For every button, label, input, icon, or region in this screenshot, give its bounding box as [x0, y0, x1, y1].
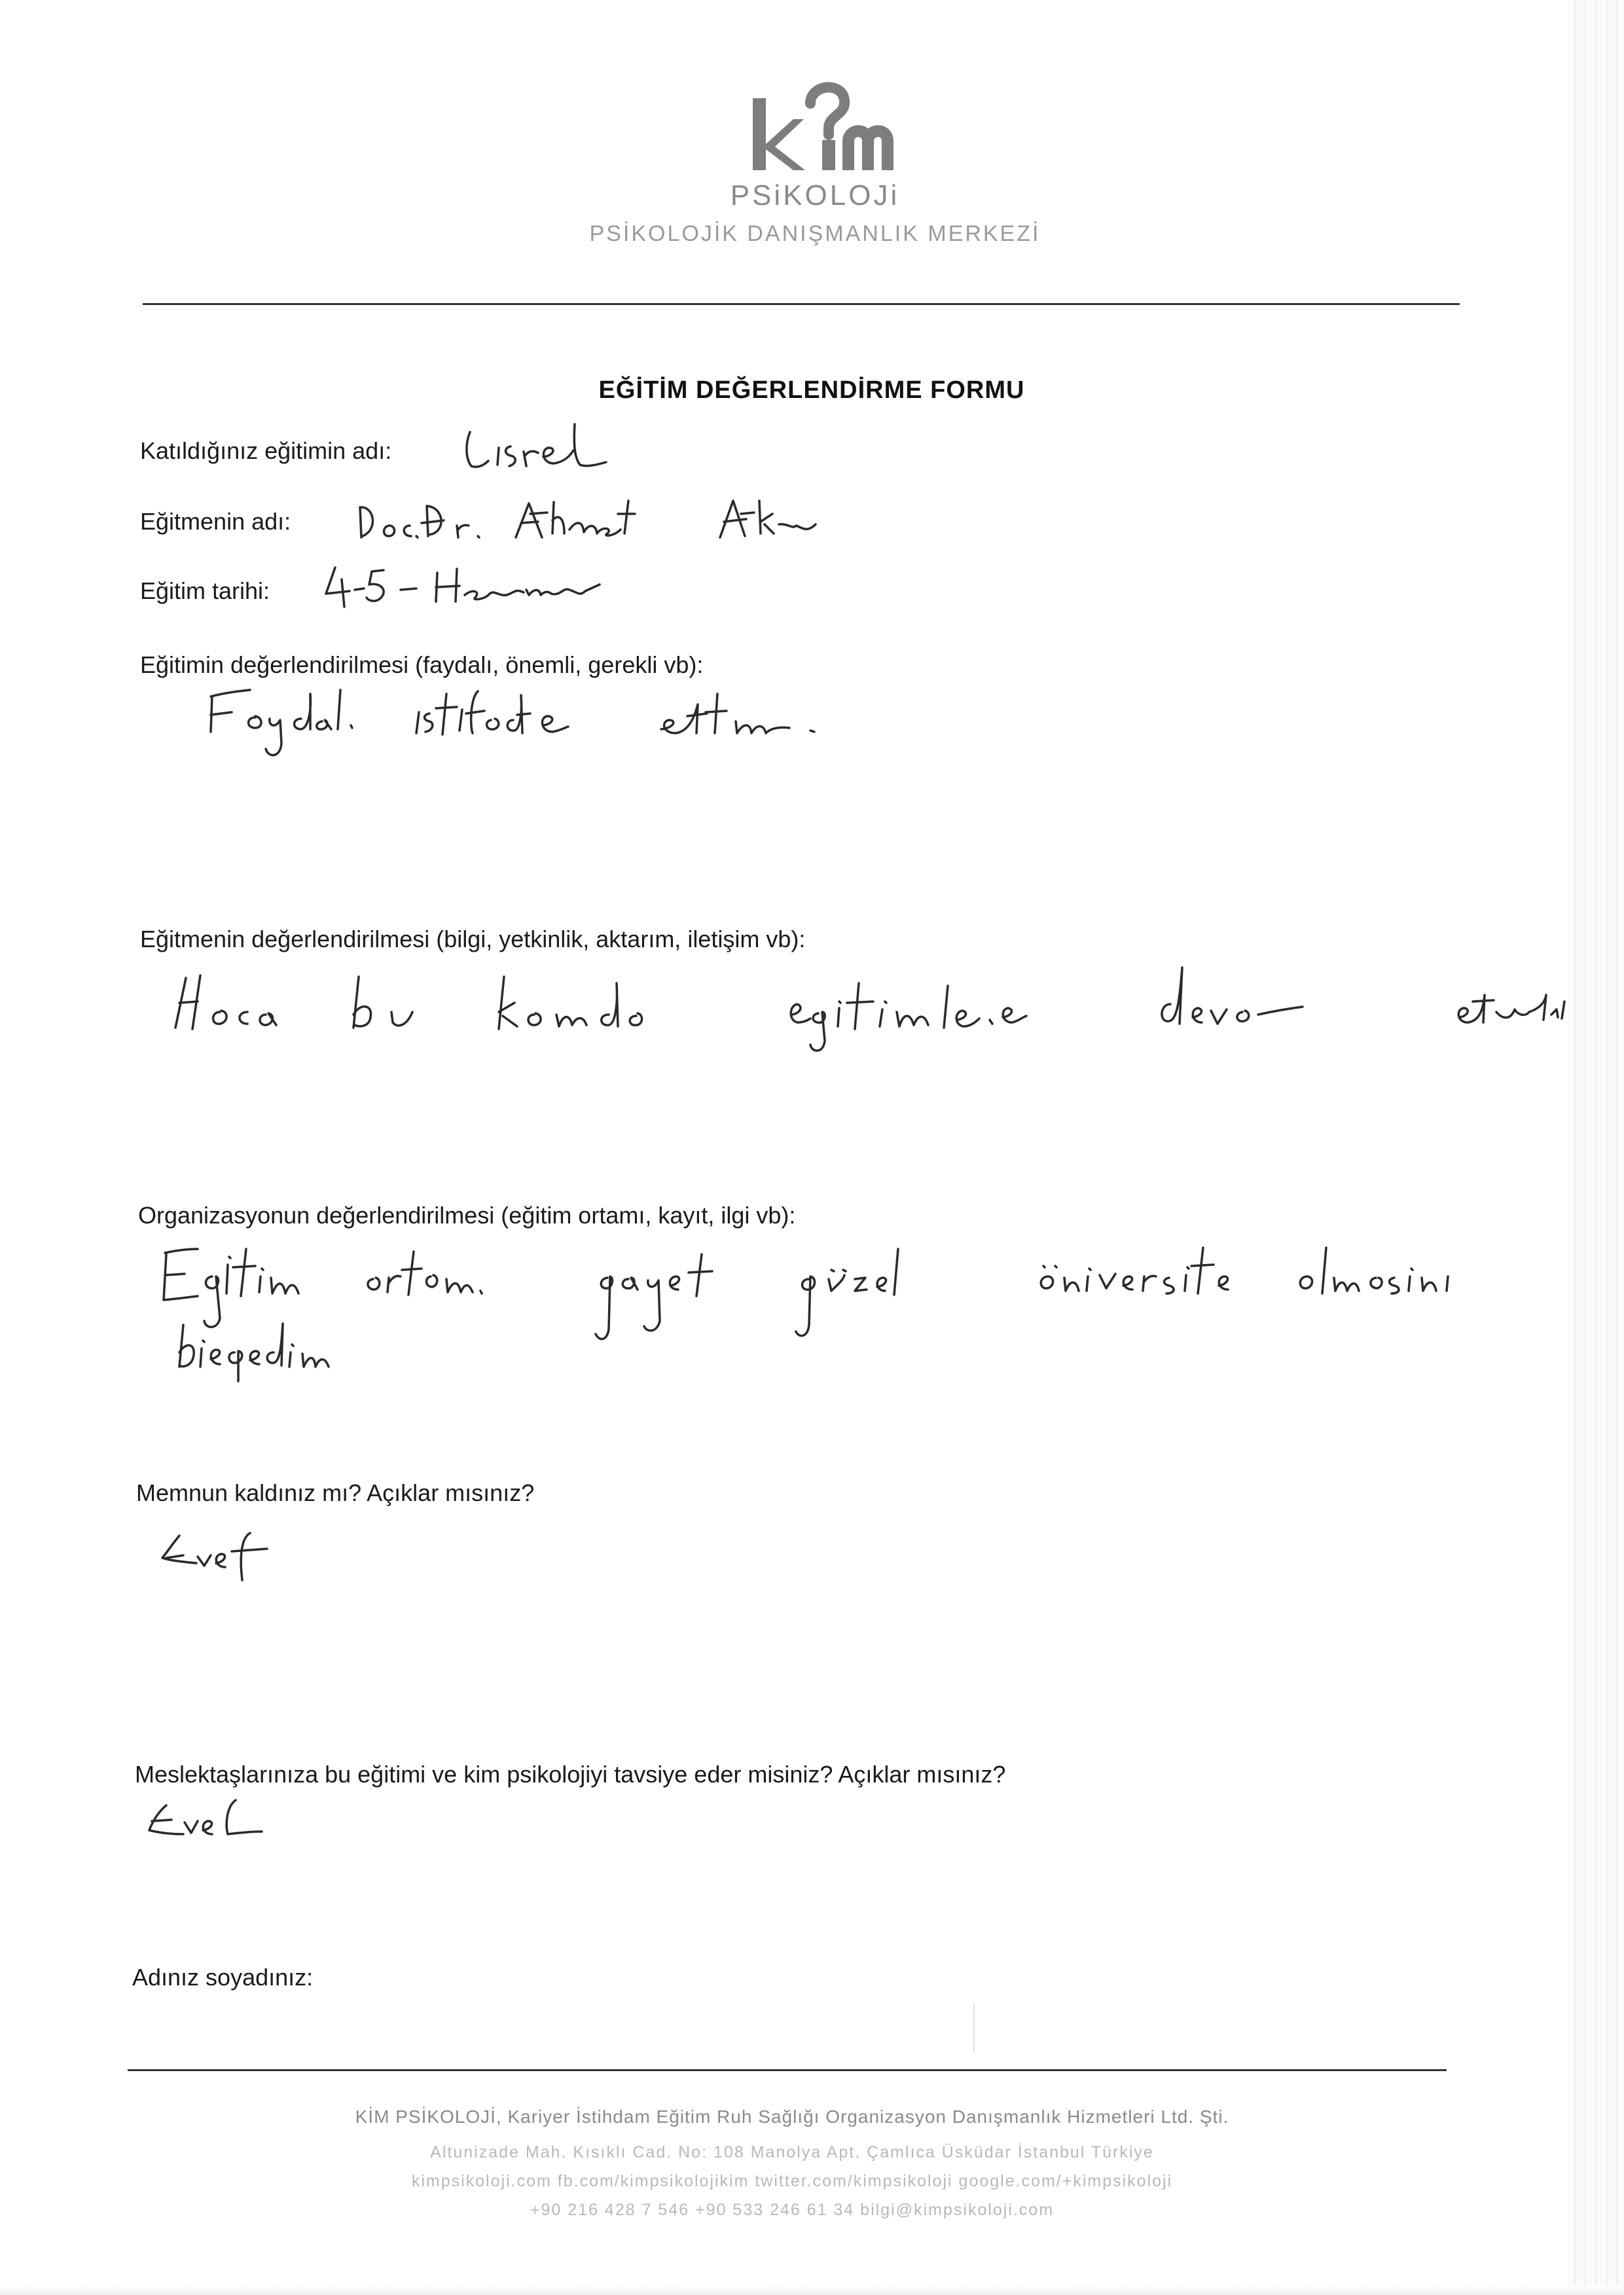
field-label-organization-evaluation: Organizasyonun değerlendirilmesi (eğitim ortamı, kayıt, ilgi vb):	[138, 1202, 796, 1229]
scan-edge-artifact	[1568, 0, 1624, 2295]
brand-name: PSiKOLOJi	[730, 179, 900, 211]
field-label-training-date: Eğitim tarihi:	[140, 577, 270, 604]
header-divider	[143, 303, 1460, 305]
footer-social-links: kimpsikoloji.com fb.com/kimpsikolojikim twitter.com/kimpsikoloji google.com/+kimpsikoloji	[411, 2172, 1173, 2190]
kim-logo-mark	[733, 72, 929, 183]
handwritten-answer-satisfaction	[157, 1525, 308, 1591]
field-label-full-name: Adınız soyadınız:	[132, 1964, 314, 1991]
footer-contact: +90 216 428 7 546 +90 533 246 61 34 bilgi@kimpsikoloji.com	[530, 2201, 1055, 2219]
footer-divider	[128, 2069, 1447, 2071]
form-title: EĞİTİM DEĞERLENDİRME FORMU	[598, 376, 1025, 404]
brand-tagline: PSİKOLOJİK DANIŞMANLIK MERKEZİ	[589, 221, 1041, 246]
field-label-training-evaluation: Eğitimin değerlendirilmesi (faydalı, önemli, gerekli vb):	[140, 651, 704, 678]
faint-vertical-mark	[973, 2003, 975, 2052]
field-label-trainer-name: Eğitmenin adı:	[140, 508, 291, 535]
handwritten-answer-organization-evaluation	[157, 1237, 1610, 1381]
handwritten-answer-training-date	[321, 560, 694, 612]
handwritten-answer-recommendation	[144, 1794, 301, 1852]
field-label-satisfaction: Memnun kaldınız mı? Açıklar mısınız?	[136, 1479, 535, 1506]
footer-company: KİM PSİKOLOJİ, Kariyer İstihdam Eğitim Ruh Sağlığı Organizasyon Danışmanlık Hizmetleri Ltd. Şti.	[355, 2106, 1229, 2127]
field-label-trainer-evaluation: Eğitmenin değerlendirilmesi (bilgi, yetkinlik, aktarım, iletişim vb):	[140, 926, 806, 952]
field-label-recommendation: Meslektaşlarınıza bu eğitimi ve kim psikolojiyi tavsiye eder misiniz? Açıklar mısınız?	[135, 1761, 1006, 1788]
footer-address: Altunizade Mah. Kısıklı Cad. No: 108 Manolya Apt. Çamlıca Üsküdar İstanbul Türkiye	[430, 2143, 1154, 2161]
field-label-training-name: Katıldığınız eğitimin adı:	[140, 437, 392, 464]
handwritten-answer-trainer-evaluation	[164, 949, 1617, 1067]
scan-bottom-artifact	[0, 2285, 1624, 2295]
handwritten-answer-training-name	[458, 419, 641, 478]
handwritten-answer-training-evaluation	[203, 681, 890, 772]
handwritten-answer-trainer-name	[353, 494, 877, 553]
